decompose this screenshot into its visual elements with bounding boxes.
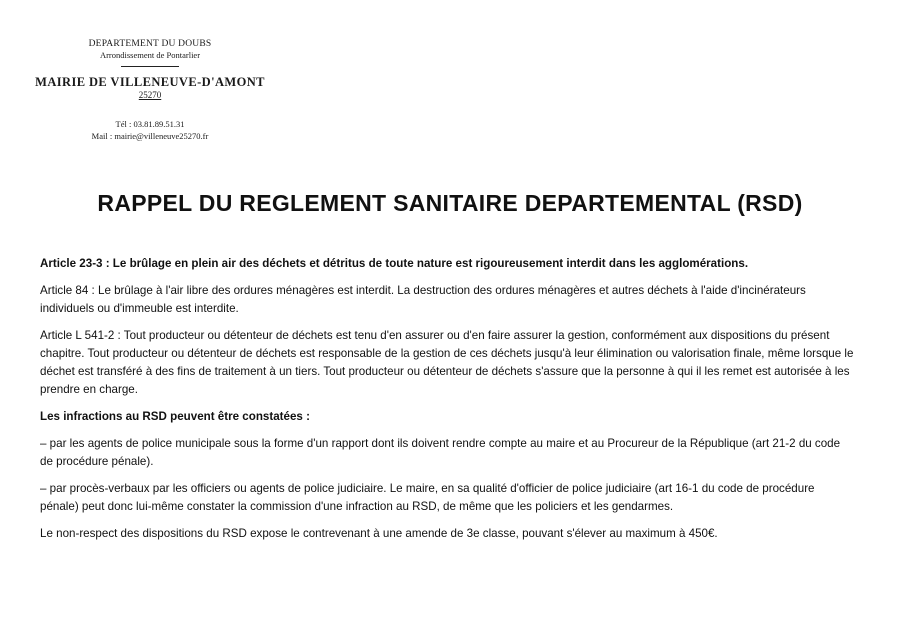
infractions-heading: Les infractions au RSD peuvent être constatées : xyxy=(40,410,310,423)
amende-paragraph: Le non-respect des dispositions du RSD expose le contrevenant à une amende de 3e classe, pouvant s'élever au maximum à 450€. xyxy=(40,527,718,540)
department-name: DEPARTEMENT DU DOUBS xyxy=(88,39,212,49)
email-address: Mail : mairie@villeneuve25270.fr xyxy=(91,131,209,141)
letterhead xyxy=(30,38,270,142)
postal-code: 25270 xyxy=(138,90,162,100)
article-84-paragraph: Article 84 : Le brûlage à l'air libre des ordures ménagères est interdit. La destruction des ordures ménagères et autres déchets à l'aide d'incinérateurs individuels ou d'immeuble est interdite. xyxy=(40,284,806,315)
page-title: RAPPEL DU REGLEMENT SANITAIRE DEPARTEMENTAL (RSD) xyxy=(97,190,803,216)
police-judiciaire-paragraph: – par procès-verbaux par les officiers ou agents de police judiciaire. Le maire, en sa qualité d'officier de police judiciaire (art 16-1 du code de procédure pénale) peut donc lui-même constater la commission d'une infraction au RSD, de même que les policiers et les gendarmes. xyxy=(40,482,815,513)
contact-block xyxy=(30,118,270,142)
phone-number: Tél : 03.81.89.51.31 xyxy=(115,119,185,129)
arrondissement-name: Arrondissement de Pontarlier xyxy=(99,50,201,60)
document-body xyxy=(40,255,855,552)
article-23-3-paragraph: Article 23-3 : Le brûlage en plein air des déchets et détritus de toute nature est rigoureusement interdit dans les agglomérations. xyxy=(40,257,749,270)
article-l541-2-paragraph: Article L 541-2 : Tout producteur ou détenteur de déchets est tenu d'en assurer ou d'en faire assurer la gestion, conformément aux dispositions du présent chapitre. Tout producteur ou détenteur de déchets est responsable de la gestion de ces déchets jusqu'à leur élimination ou valorisation finale, même lorsque le déchet est transféré à des fins de traitement à un tiers. Tout producteur ou détenteur de déchets s'assure que la personne à qui il les remet est autorisée à les prendre en charge. xyxy=(40,329,854,396)
mairie-name: MAIRIE DE VILLENEUVE-D'AMONT xyxy=(35,75,265,89)
letterhead-divider xyxy=(121,66,179,67)
police-municipale-paragraph: – par les agents de police municipale sous la forme d'un rapport dont ils doivent rendre compte au maire et au Procureur de la République (art 21-2 du code de procédure pénale). xyxy=(40,437,841,468)
